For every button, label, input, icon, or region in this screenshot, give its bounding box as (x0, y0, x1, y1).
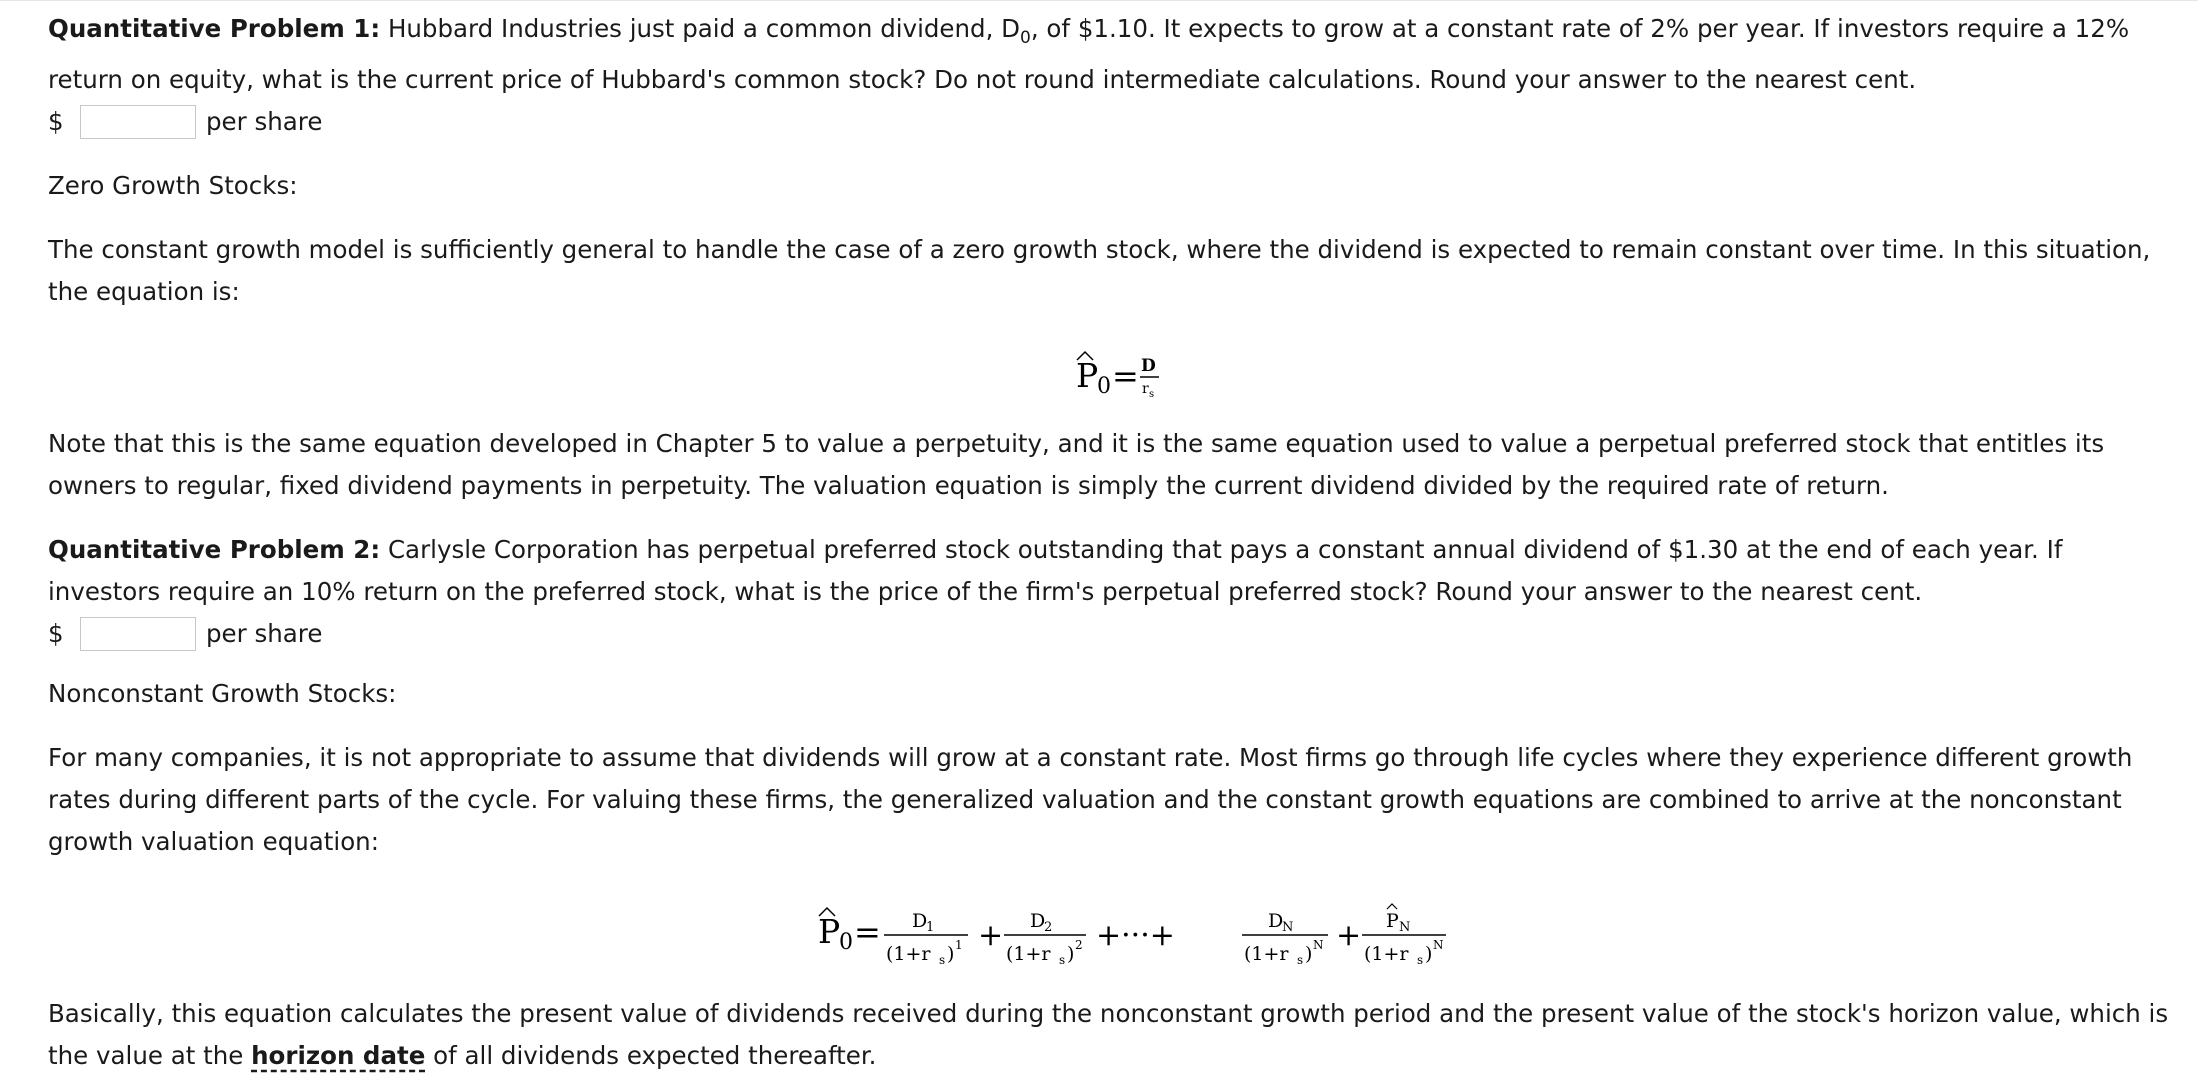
term-4-den-close: ) (1425, 942, 1433, 965)
term-4-den-open: (1+r (1364, 942, 1409, 965)
term-1-den-close: ) (947, 942, 955, 965)
problem-1-answer-row (48, 101, 2170, 143)
term-2 (1004, 910, 1086, 967)
problem-1-text: Quantitative Problem 1: Hubbard Industries just paid a common dividend, $D_0$, of $1.10. It expects to grow at a constant rate of 2% per year. If investors require a 12% return on equity, what is the current price of Hubbard's common stock? Do not round intermediate calculations. Round your answer to the nearest cent. (48, 14, 2130, 94)
term-1 (884, 910, 968, 967)
eq-equals: = (854, 912, 881, 951)
zero-growth-intro: The constant growth model is sufficiently general to handle the case of a zero growth stock, where the dividend is expected to remain constant over time. In this situation, the equation is: (48, 234, 2151, 306)
nonconstant-equation-svg (48, 873, 2170, 993)
currency-symbol: $ (48, 106, 64, 136)
zero-growth-note: Note that this is the same equation developed in Chapter 5 to value a perpetuity, and it is the same equation used to value a perpetual preferred stock that entitles its owners to regular, fixed dividend payments in perpetuity. The valuation equation is simply the current dividend divided by the required rate of return. (48, 428, 2105, 500)
eq-lhs-sub: 0 (839, 929, 853, 955)
nonconstant-title: Nonconstant Growth Stocks: (48, 678, 397, 708)
eq-denominator-sub: s (1149, 388, 1155, 400)
term-4 (1362, 904, 1446, 967)
eq-ellipsis: +···+ (1096, 917, 1175, 953)
term-1-exp: 1 (955, 937, 963, 952)
eq-lhs-p: P (1076, 355, 1099, 395)
term-1-den-open: (1+r (886, 942, 931, 965)
term-3 (1242, 910, 1328, 967)
term-2-num: D (1030, 909, 1046, 932)
term-3-den-sub: s (1297, 952, 1304, 967)
unit-label: per share (206, 106, 323, 136)
nonconstant-outro: Basically, this equation calculates the present value of dividends received during the nonconstant growth period and the present value of the stock's horizon value, which is the value at the horizon date of all dividends expected thereafter. (48, 998, 2169, 1070)
term-2-den-sub: s (1059, 952, 1066, 967)
eq-plus: + (978, 917, 1004, 953)
term-3-exp: N (1313, 937, 1324, 952)
term-2-den-close: ) (1067, 942, 1075, 965)
top-divider (0, 0, 2198, 1)
problem-2-answer-input[interactable] (80, 617, 196, 651)
term-1-den-sub: s (939, 952, 946, 967)
problem-2-label: Quantitative Problem 2: (48, 534, 381, 564)
unit-label: per share (206, 618, 323, 648)
eq-lhs-sub: 0 (1097, 373, 1111, 399)
zero-growth-equation (48, 323, 2170, 423)
term-1-num: D (912, 909, 928, 932)
term-1-num-sub: 1 (926, 919, 935, 935)
term-4-num-sub: N (1399, 919, 1411, 935)
problem-1-answer-input[interactable] (80, 105, 196, 139)
term-2-den-open: (1+r (1006, 942, 1051, 965)
zero-growth-equation-svg (48, 323, 2170, 423)
eq-numerator: D (1141, 355, 1156, 376)
term-3-num: D (1268, 909, 1284, 932)
eq-plus: + (1336, 917, 1362, 953)
currency-symbol: $ (48, 618, 64, 648)
nonconstant-intro: For many companies, it is not appropriate to assume that dividends will grow at a constant rate. Most firms go through life cycles where they experience different growth rates during different parts of the cycle. For valuing these firms, the generalized valuation and the constant growth equations are combined to arrive at the nonconstant growth valuation equation: (48, 742, 2133, 856)
problem-2-text: Quantitative Problem 2: Carlysle Corporation has perpetual preferred stock outstanding that pays a constant annual dividend of $1.30 at the end of each year. If investors require an 10% return on the preferred stock, what is the price of the firm's perpetual preferred stock? Round your answer to the nearest cent. (48, 534, 2063, 606)
hat-icon (1387, 904, 1397, 909)
term-3-den-close: ) (1305, 942, 1313, 965)
term-4-num: P (1386, 909, 1399, 932)
eq-lhs-p: P (818, 911, 841, 951)
content (48, 8, 2170, 1077)
nonconstant-equation (48, 873, 2170, 993)
horizon-date-link[interactable]: horizon date (251, 1040, 426, 1070)
problem-1-label: Quantitative Problem 1: (48, 14, 381, 43)
term-3-num-sub: N (1282, 919, 1294, 935)
zero-growth-title: Zero Growth Stocks: (48, 170, 298, 200)
eq-equals: = (1112, 356, 1139, 395)
term-3-den-open: (1+r (1244, 942, 1289, 965)
term-4-den-sub: s (1417, 952, 1424, 967)
term-2-num-sub: 2 (1044, 919, 1053, 935)
term-2-exp: 2 (1075, 937, 1083, 952)
eq-denominator: r (1142, 380, 1149, 397)
problem-2-answer-row (48, 613, 2170, 655)
term-4-exp: N (1433, 937, 1444, 952)
